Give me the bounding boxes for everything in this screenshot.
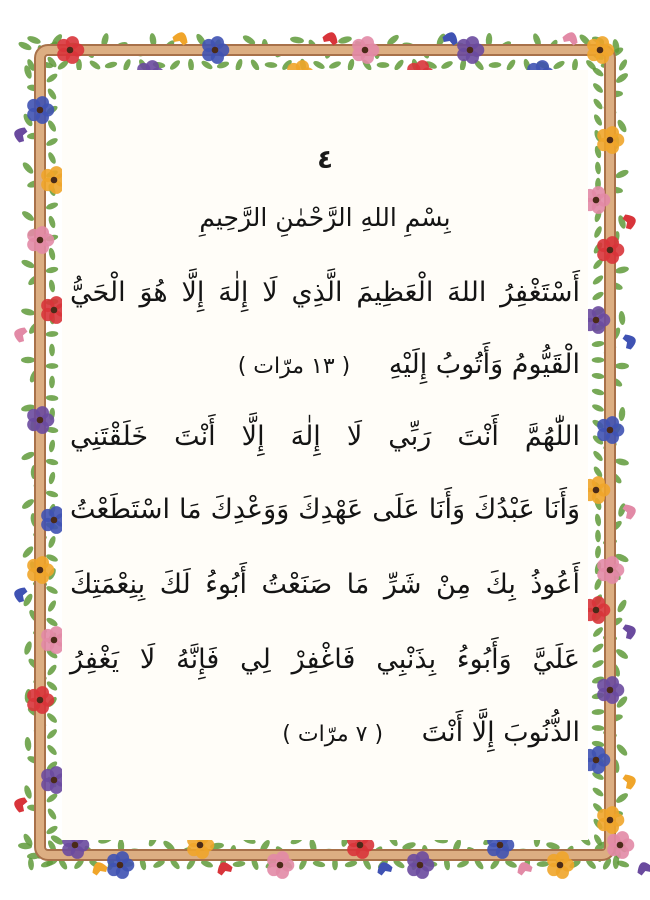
leaf-icon xyxy=(20,258,35,270)
leaf-icon xyxy=(618,311,626,326)
bellflower-icon xyxy=(622,772,639,791)
flower-icon xyxy=(597,126,624,154)
dua1-line2 xyxy=(70,345,580,387)
leaf-icon xyxy=(46,87,58,101)
leaf-icon xyxy=(21,161,35,176)
leaf-icon xyxy=(45,266,59,274)
dua1-line2-text: الْقَيُّومُ وَأَتُوبُ إِلَيْهِ xyxy=(388,349,580,380)
leaf-icon xyxy=(46,363,59,369)
leaf-icon xyxy=(45,489,59,498)
leaf-icon xyxy=(591,290,605,302)
dua1-line1: أَسْتَغْفِرُ اللهَ الْعَظِيمَ الَّذِي لَا إِلٰهَ إِلَّا هُوَ الْحَيُّ xyxy=(70,277,580,308)
leaf-icon xyxy=(592,113,603,127)
leaf-icon xyxy=(615,743,629,758)
leaf-icon xyxy=(232,860,245,867)
leaf-icon xyxy=(591,274,604,287)
leaf-icon xyxy=(46,599,57,613)
leaf-icon xyxy=(45,201,59,211)
leaf-icon xyxy=(592,725,605,732)
leaf-icon xyxy=(45,458,59,466)
leaf-icon xyxy=(440,60,454,71)
flower-icon xyxy=(597,806,624,834)
leaf-icon xyxy=(264,62,277,69)
leaf-icon xyxy=(46,807,58,821)
leaf-icon xyxy=(591,642,605,654)
leaf-icon xyxy=(26,35,41,46)
leaf-icon xyxy=(591,403,605,413)
leaf-icon xyxy=(49,376,55,389)
leaf-icon xyxy=(49,344,55,357)
dua1-repeat-count: ( ١٣ مرّات ) xyxy=(237,354,351,379)
bellflower-icon xyxy=(12,125,29,144)
leaf-icon xyxy=(312,59,326,70)
leaf-icon xyxy=(591,626,604,639)
leaf-icon xyxy=(45,72,59,84)
bellflower-icon xyxy=(561,30,580,47)
bellflower-icon xyxy=(12,795,29,814)
leaf-icon xyxy=(618,407,626,422)
dua2-line3: أَعُوذُ بِكَ مِنْ شَرِّ مَا صَنَعْتُ أَبُوءُ لَكَ بِنِعْمَتِكَ xyxy=(70,569,580,600)
bellflower-icon xyxy=(12,325,29,344)
leaf-icon xyxy=(47,535,57,549)
leaf-icon xyxy=(615,363,629,369)
leaf-icon xyxy=(592,357,605,363)
leaf-icon xyxy=(312,860,326,868)
bellflower-icon xyxy=(622,622,639,641)
dua2-line2: وَأَنَا عَبْدُكَ وَأَنَا عَلَى عَهْدِكَ وَوَعْدِكَ مَا اسْتَطَعْتُ xyxy=(70,494,580,525)
leaf-icon xyxy=(20,450,35,462)
leaf-icon xyxy=(489,62,502,68)
leaf-icon xyxy=(594,545,601,558)
leaf-icon xyxy=(48,247,57,261)
leaf-icon xyxy=(24,737,32,752)
leaf-icon xyxy=(592,97,604,110)
leaf-icon xyxy=(48,279,56,292)
leaf-icon xyxy=(46,331,59,338)
leaf-icon xyxy=(591,387,605,396)
leaf-icon xyxy=(552,59,566,70)
leaf-icon xyxy=(616,598,629,613)
leaf-icon xyxy=(614,647,629,660)
leaf-icon xyxy=(45,728,58,741)
leaf-icon xyxy=(328,60,342,70)
flower-icon xyxy=(352,36,379,64)
leaf-icon xyxy=(45,584,59,595)
leaf-icon xyxy=(21,545,35,560)
leaf-icon xyxy=(594,161,601,174)
leaf-icon xyxy=(593,225,604,239)
leaf-icon xyxy=(17,40,32,52)
leaf-icon xyxy=(20,209,35,222)
leaf-icon xyxy=(104,61,118,70)
dua2-line5 xyxy=(70,713,580,755)
dua2-repeat-count: ( ٧ مرّات ) xyxy=(282,722,384,747)
leaf-icon xyxy=(591,372,604,379)
leaf-icon xyxy=(614,168,629,180)
dua2-line4: عَلَيَّ وَأَبُوءُ بِذَنْبِي فَاغْفِرْ لِي فَإِنَّهُ لَا يَغْفِرُ xyxy=(70,644,580,675)
leaf-icon xyxy=(377,62,390,68)
leaf-icon xyxy=(45,136,59,147)
leaf-icon xyxy=(47,215,56,229)
leaf-icon xyxy=(46,395,59,402)
flower-icon xyxy=(597,236,624,264)
dua2-line1: اللّٰهُمَّ أَنْتَ رَبِّي لَا إِلٰهَ إِلَّا أَنْتَ خَلَقْتَنِي xyxy=(70,421,580,452)
leaf-icon xyxy=(46,663,58,676)
leaf-icon xyxy=(20,307,35,316)
bellflower-icon xyxy=(515,860,534,877)
leaf-icon xyxy=(21,357,35,363)
basmala: بِسْمِ اللهِ الرَّحْمٰنِ الرَّحِيمِ xyxy=(199,203,451,232)
leaf-icon xyxy=(594,513,602,526)
leaf-icon xyxy=(47,151,58,165)
page-number: ٤ xyxy=(317,145,333,175)
leaf-icon xyxy=(20,497,35,510)
leaf-icon xyxy=(45,824,59,836)
leaf-icon xyxy=(337,35,352,45)
leaf-icon xyxy=(46,743,59,756)
leaf-icon xyxy=(45,616,59,628)
leaf-icon xyxy=(614,791,629,804)
leaf-icon xyxy=(591,786,605,798)
flower-icon xyxy=(27,96,54,124)
leaf-icon xyxy=(592,709,605,716)
leaf-icon xyxy=(614,457,629,466)
flower-icon xyxy=(457,36,484,64)
bellflower-icon xyxy=(635,860,650,877)
leaf-icon xyxy=(595,530,601,543)
leaf-icon xyxy=(614,265,629,274)
leaf-icon xyxy=(617,58,628,72)
leaf-icon xyxy=(290,36,305,45)
leaf-icon xyxy=(614,71,629,84)
leaf-icon xyxy=(591,658,605,669)
bellflower-icon xyxy=(622,332,639,351)
leaf-icon xyxy=(23,784,33,799)
leaf-icon xyxy=(48,471,57,485)
leaf-icon xyxy=(592,449,605,462)
leaf-icon xyxy=(23,640,33,655)
flower-icon xyxy=(607,831,634,859)
leaf-icon xyxy=(591,340,604,347)
leaf-icon xyxy=(591,82,604,95)
leaf-icon xyxy=(28,857,35,870)
leaf-icon xyxy=(48,439,56,452)
flower-icon xyxy=(27,686,54,714)
leaf-icon xyxy=(45,712,58,725)
dua2-line5-text: الذُّنُوبَ إِلَّا أَنْتَ xyxy=(421,717,580,748)
bellflower-icon xyxy=(321,30,340,47)
flower-icon xyxy=(202,36,229,64)
leaf-icon xyxy=(46,119,57,133)
